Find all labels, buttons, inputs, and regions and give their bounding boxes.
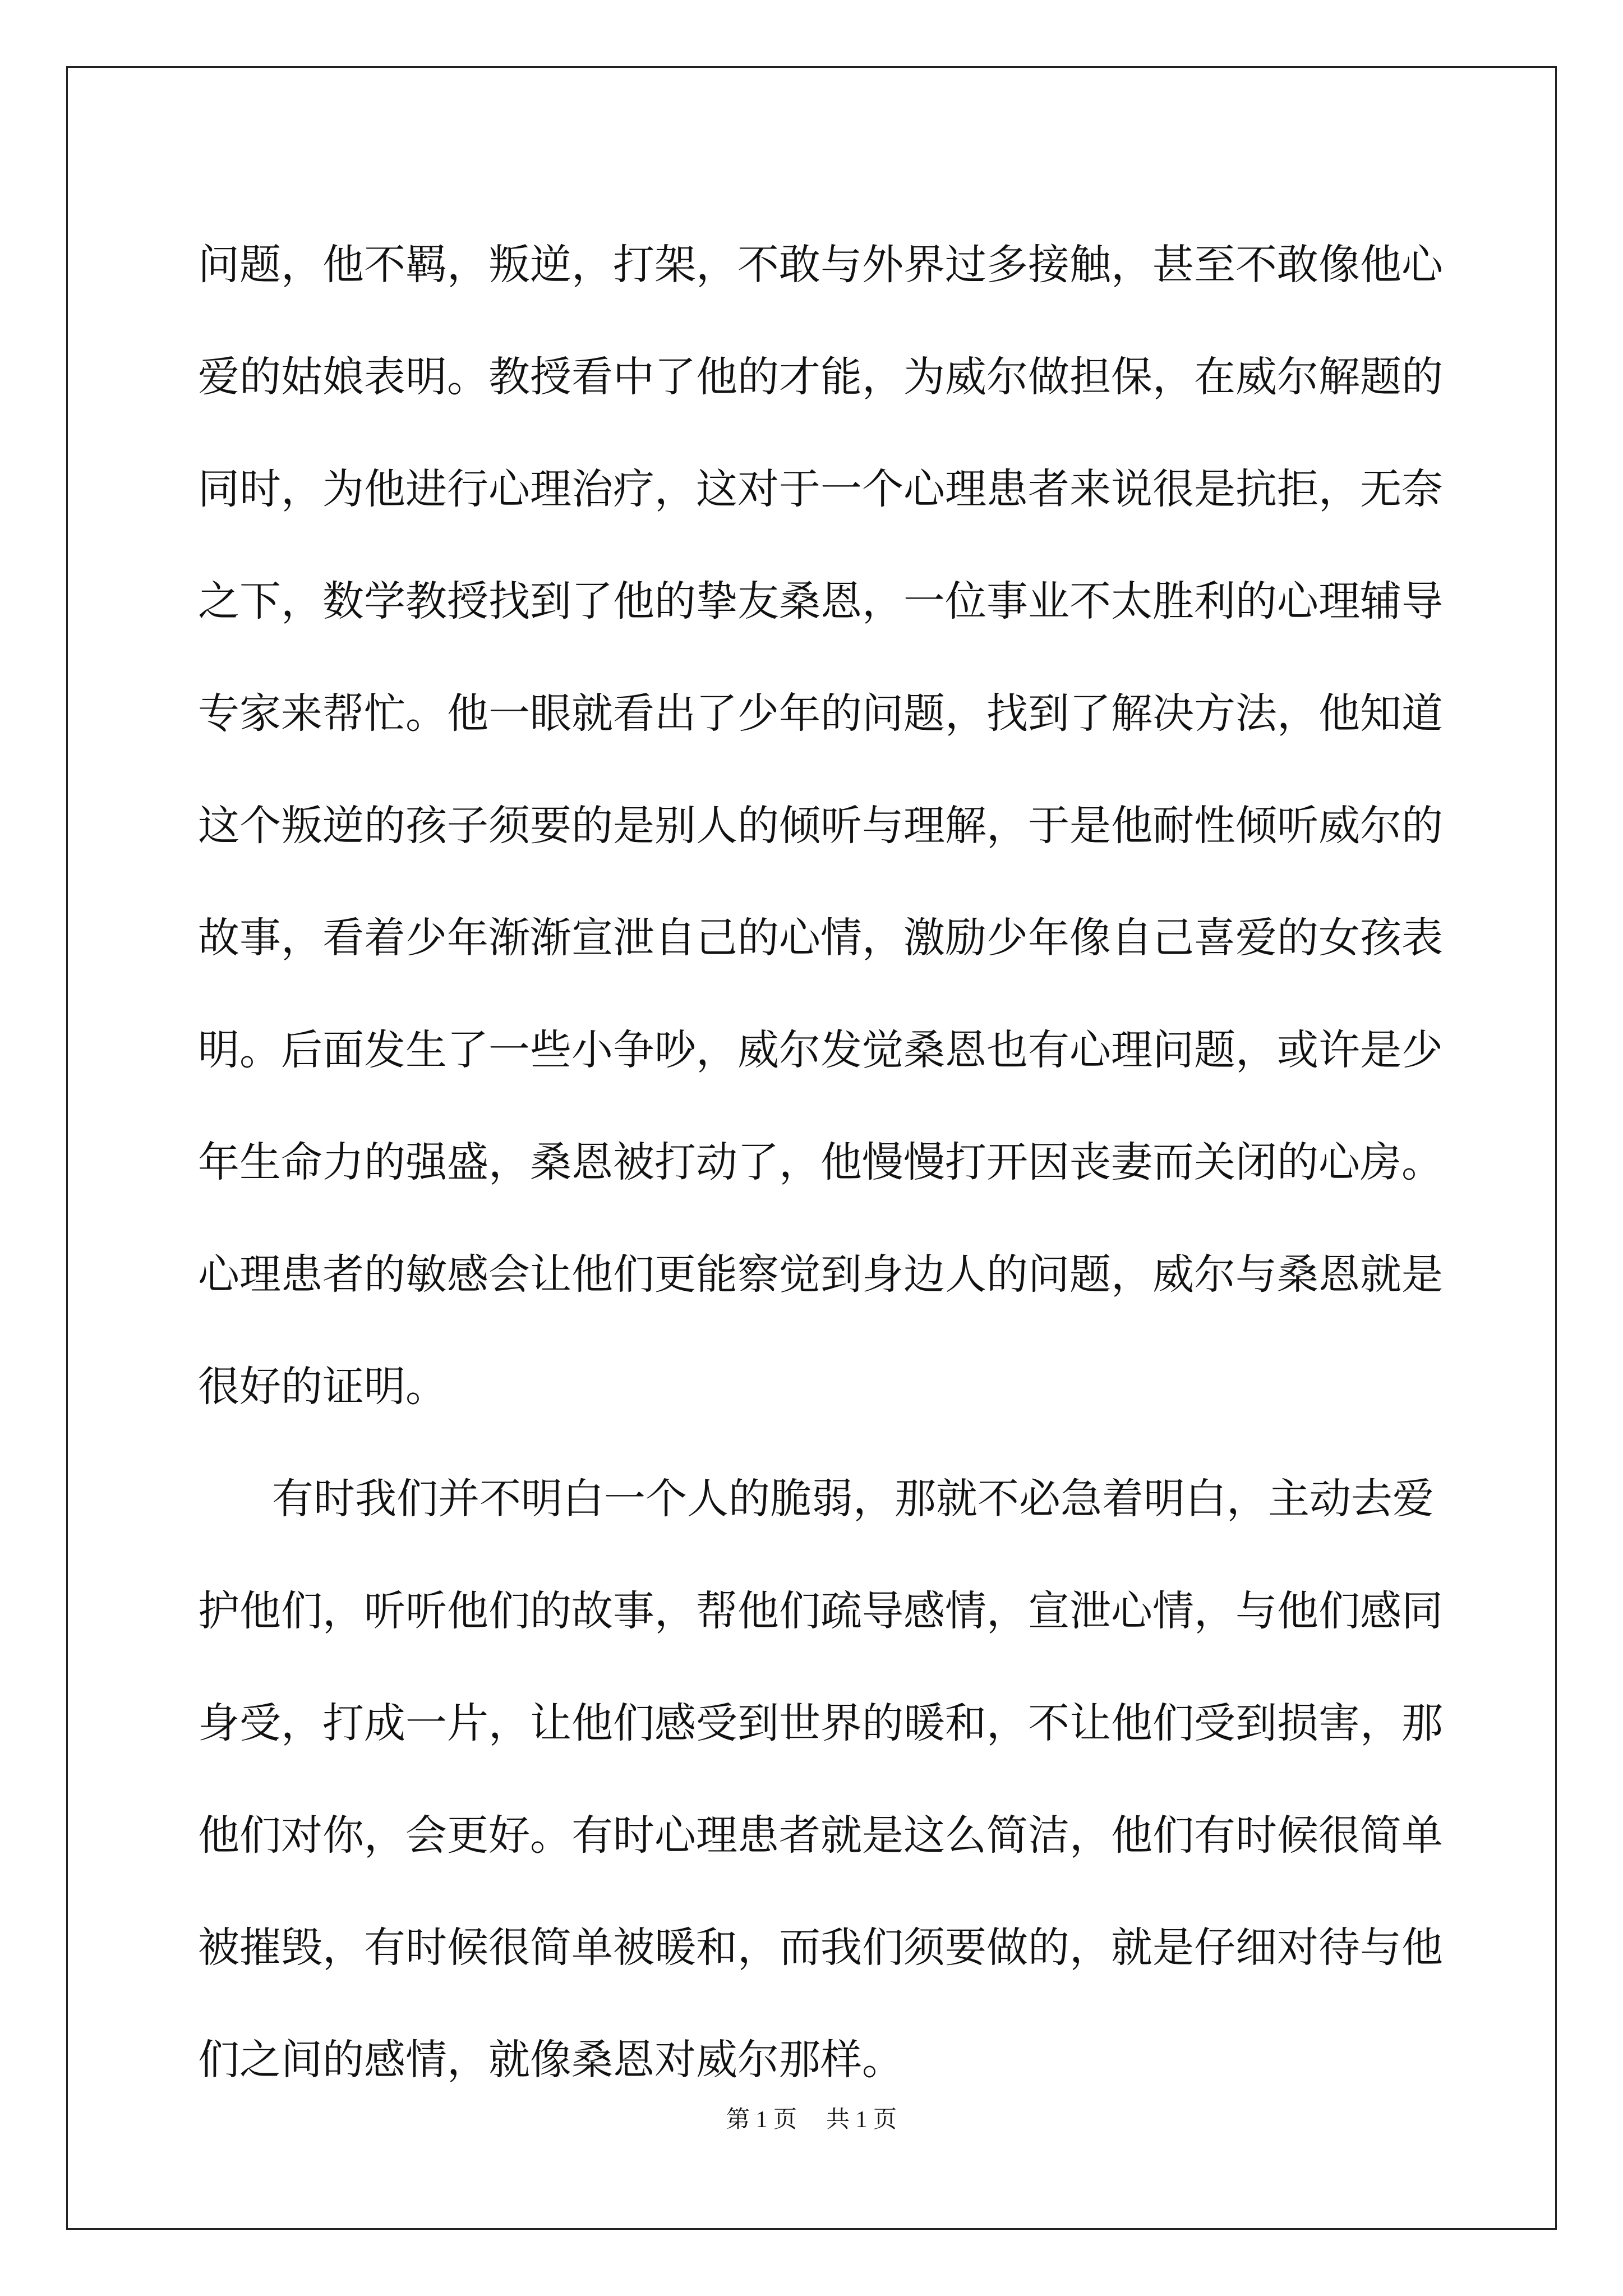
- text-line: 身受，打成一片，让他们感受到世界的暖和，不让他们受到损害，那: [198, 1699, 1443, 1747]
- text-line: 这个叛逆的孩子须要的是别人的倾听与理解，于是他耐性倾听威尔的: [198, 802, 1443, 850]
- text-line: 他们对你，会更好。有时心理患者就是这么简洁，他们有时候很简单: [198, 1811, 1443, 1860]
- document-body: [198, 209, 1443, 2116]
- text-line: 专家来帮忙。他一眼就看出了少年的问题，找到了解决方法，他知道: [198, 689, 1443, 738]
- text-line: 护他们，听听他们的故事，帮他们疏导感情，宣泄心情，与他们感同: [198, 1587, 1443, 1635]
- page-total: 共 1 页: [826, 2107, 897, 2133]
- page-number: 第 1 页: [726, 2107, 797, 2133]
- text-line: 很好的证明。: [198, 1363, 447, 1411]
- text-line: 问题，他不羁，叛逆，打架，不敢与外界过多接触，甚至不敢像他心: [198, 241, 1443, 289]
- text-line: 们之间的感情，就像桑恩对威尔那样。: [198, 2036, 903, 2084]
- page-footer: [0, 2101, 1623, 2134]
- text-line: 同时，为他进行心理治疗，这对于一个心理患者来说很是抗拒，无奈: [198, 465, 1443, 513]
- paragraph-first-line: 有时我们并不明白一个人的脆弱，那就不必急着明白，主动去爱: [272, 1475, 1434, 1523]
- text-line: 被摧毁，有时候很简单被暖和，而我们须要做的，就是仔细对待与他: [198, 1924, 1443, 1972]
- text-line: 明。后面发生了一些小争吵，威尔发觉桑恩也有心理问题，或许是少: [198, 1026, 1443, 1074]
- text-line: 年生命力的强盛，桑恩被打动了，他慢慢打开因丧妻而关闭的心房。: [198, 1138, 1443, 1186]
- text-line: 之下，数学教授找到了他的挚友桑恩，一位事业不太胜利的心理辅导: [198, 577, 1443, 625]
- text-line: 爱的姑娘表明。教授看中了他的才能，为威尔做担保，在威尔解题的: [198, 353, 1443, 401]
- text-line: 故事，看着少年渐渐宣泄自己的心情，激励少年像自己喜爱的女孩表: [198, 914, 1443, 962]
- text-line: 心理患者的敏感会让他们更能察觉到身边人的问题，威尔与桑恩就是: [198, 1250, 1443, 1299]
